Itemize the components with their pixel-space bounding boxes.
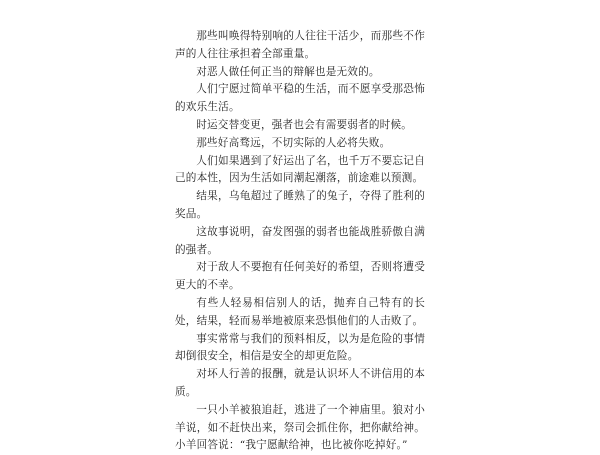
paragraph: 有些人轻易相信别人的话，抛弃自己特有的长处，结果，轻而易举地被原来恐惧他们的人击败了。 — [175, 296, 425, 327]
document-page — [175, 28, 425, 455]
paragraph: 那些好高骛远，不切实际的人必将失败。 — [196, 136, 391, 149]
paragraph: 对于敌人不要抱有任何美好的希望，否则将遭受更大的不幸。 — [175, 261, 425, 292]
paragraph: 一只小羊被狼追赶，逃进了一个神庙里。狼对小羊说，如不赶快出来，祭司会抓住你，把你献给神。小羊回答说：“我宁愿献给神，也比被你吃掉好。” — [175, 403, 425, 452]
paragraph: 人们如果遇到了好运出了名，也千万不要忘记自己的本性，因为生活如同潮起潮落，前途难以预测。 — [175, 154, 425, 185]
paragraph: 对坏人行善的报酬，就是认识坏人不讲信用的本质。 — [175, 368, 425, 398]
paragraph: 结果，乌龟超过了睡熟了的兔子，夺得了胜利的奖品。 — [175, 190, 425, 220]
paragraph: 这故事说明，奋发图强的弱者也能战胜骄傲自满的强者。 — [175, 225, 425, 256]
paragraph: 事实常常与我们的预料相反，以为是危险的事情却倒很安全，相信是安全的却更危险。 — [175, 332, 425, 363]
paragraph: 时运交替变更，强者也会有需要弱者的时候。 — [196, 118, 413, 131]
paragraph: 对恶人做任何正当的辩解也是无效的。 — [196, 65, 380, 78]
paragraph: 那些叫唤得特别响的人往往干活少，而那些不作声的人往往承担着全部重量。 — [175, 30, 425, 60]
paragraph: 人们宁愿过简单平稳的生活，而不愿享受那恐怖的欢乐生活。 — [175, 83, 425, 114]
